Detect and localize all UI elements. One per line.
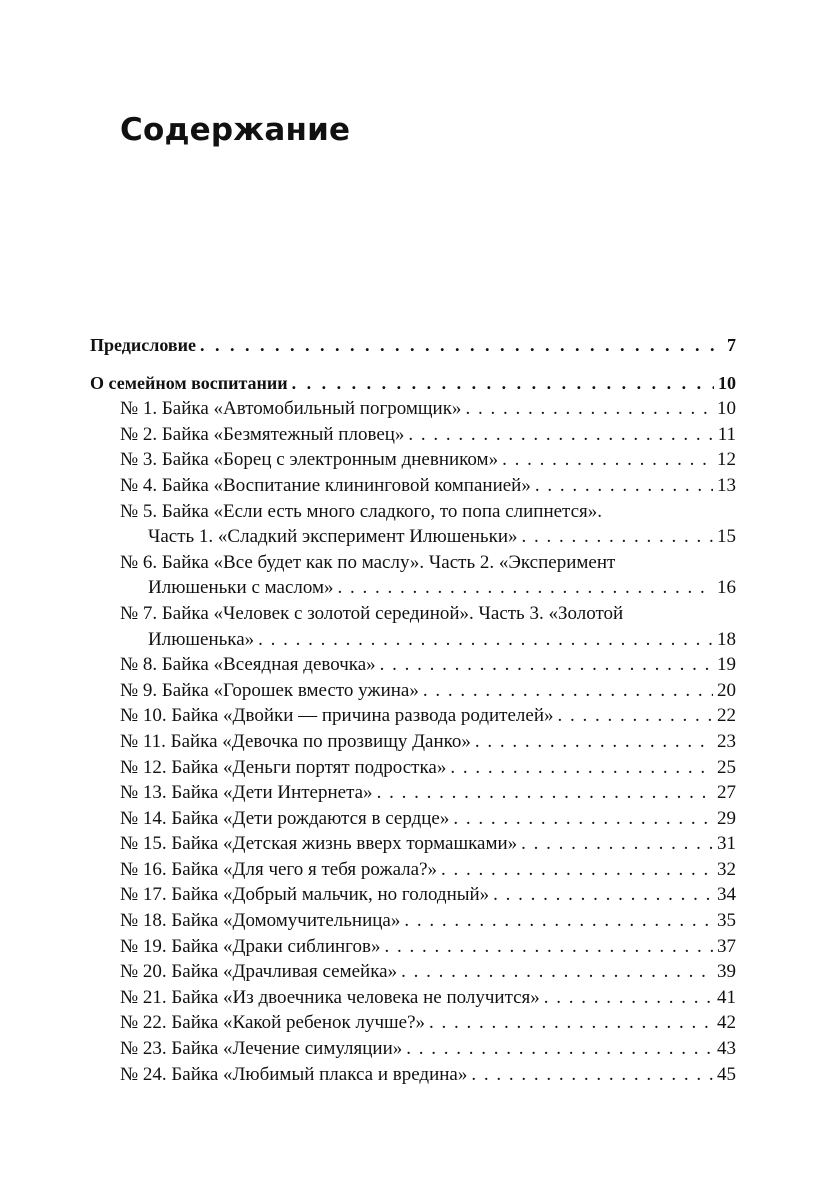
toc-page-number: 22 <box>717 705 736 727</box>
toc-entry[interactable] <box>120 473 736 499</box>
toc-entry-title-continued: Илюшеньки с маслом» <box>148 577 334 599</box>
toc-entry[interactable] <box>120 422 736 448</box>
toc-entry-title: № 24. Байка «Любимый плакса и вредина» <box>120 1063 468 1085</box>
dot-leader <box>380 652 713 678</box>
dot-leader <box>292 371 714 397</box>
toc-entry-title: № 11. Байка «Девочка по прозвищу Данко» <box>120 730 471 752</box>
toc-entry-title: № 1. Байка «Автомобильный погромщик» <box>120 398 462 420</box>
toc-page-number: 23 <box>717 730 736 752</box>
toc-entry[interactable] <box>120 703 736 729</box>
dot-leader <box>338 575 713 601</box>
toc-page-number: 31 <box>717 833 736 855</box>
toc-entry[interactable] <box>120 729 736 755</box>
toc-entry[interactable] <box>120 499 736 550</box>
toc-page-number: 32 <box>717 858 736 880</box>
toc-page-number: 34 <box>717 884 736 906</box>
dot-leader <box>475 729 713 755</box>
dot-leader <box>493 882 713 908</box>
toc-entry[interactable] <box>120 1036 736 1062</box>
dot-leader <box>502 447 713 473</box>
toc-entry[interactable] <box>120 934 736 960</box>
dot-leader <box>377 780 713 806</box>
toc-page-number: 13 <box>717 474 736 496</box>
toc-page-number: 7 <box>727 335 736 355</box>
toc-page-number: 16 <box>717 577 736 599</box>
toc-page-number: 42 <box>717 1012 736 1034</box>
dot-leader <box>404 908 713 934</box>
dot-leader <box>423 678 713 704</box>
toc-page-number: 39 <box>717 961 736 983</box>
toc-page-number: 20 <box>717 679 736 701</box>
toc-entry-title: № 18. Байка «Домомучительница» <box>120 910 401 932</box>
toc-entry[interactable] <box>120 396 736 422</box>
dot-leader <box>200 333 723 359</box>
toc-page-number: 41 <box>717 986 736 1008</box>
toc-entries-list <box>90 396 736 1087</box>
toc-page-number: 45 <box>717 1063 736 1085</box>
dot-leader <box>557 703 713 729</box>
dot-leader <box>441 857 713 883</box>
toc-entry[interactable] <box>120 908 736 934</box>
toc-entry-title-continued: Илюшенька» <box>148 628 255 650</box>
toc-entry[interactable] <box>120 780 736 806</box>
toc-entry-title: № 14. Байка «Дети рождаются в сердце» <box>120 807 450 829</box>
toc-page-number: 29 <box>717 807 736 829</box>
toc-entry[interactable] <box>120 755 736 781</box>
toc-entry[interactable] <box>120 959 736 985</box>
toc-page-number: 43 <box>717 1038 736 1060</box>
toc-entry-title: № 21. Байка «Из двоечника человека не получится» <box>120 986 540 1008</box>
toc-entry-title: № 23. Байка «Лечение симуляции» <box>120 1038 403 1060</box>
dot-leader <box>408 422 713 448</box>
toc-entry-title: № 2. Байка «Безмятежный пловец» <box>120 423 405 445</box>
toc-entry-title: № 8. Байка «Всеядная девочка» <box>120 654 376 676</box>
dot-leader <box>522 524 714 550</box>
dot-leader <box>258 627 713 653</box>
toc-page-number: 18 <box>717 628 736 650</box>
toc-entry-title: № 7. Байка «Человек с золотой серединой». Часть 3. «Золотой <box>120 602 624 624</box>
toc-entry-title-continued: Часть 1. «Сладкий эксперимент Илюшеньки» <box>148 526 518 548</box>
toc-entry-preface[interactable] <box>90 333 736 359</box>
toc-entry-title: № 4. Байка «Воспитание клининговой компанией» <box>120 474 531 496</box>
table-of-contents <box>90 333 736 1087</box>
dot-leader <box>401 959 713 985</box>
toc-entry-title: № 12. Байка «Деньги портят подростка» <box>120 756 447 778</box>
toc-entry[interactable] <box>120 601 736 652</box>
toc-entry-title: № 10. Байка «Двойки — причина развода родителей» <box>120 705 554 727</box>
toc-section-family-upbringing[interactable] <box>90 371 736 397</box>
dot-leader <box>406 1036 713 1062</box>
toc-entry-title: № 5. Байка «Если есть много сладкого, то попа слипнется». <box>120 500 603 522</box>
toc-page-number: 10 <box>717 398 736 420</box>
toc-entry[interactable] <box>120 678 736 704</box>
toc-entry[interactable] <box>120 1010 736 1036</box>
toc-entry-title: № 15. Байка «Детская жизнь вверх тормашками» <box>120 833 518 855</box>
dot-leader <box>429 1010 713 1036</box>
toc-page-number: 10 <box>718 372 736 393</box>
dot-leader <box>450 755 713 781</box>
toc-entry[interactable] <box>120 985 736 1011</box>
dot-leader <box>535 473 713 499</box>
toc-entry-title: № 22. Байка «Какой ребенок лучше?» <box>120 1012 426 1034</box>
toc-entry[interactable] <box>120 831 736 857</box>
dot-leader <box>465 396 713 422</box>
toc-entry-title: № 13. Байка «Дети Интернета» <box>120 782 373 804</box>
toc-page-number: 19 <box>717 654 736 676</box>
toc-entry-title: № 20. Байка «Драчливая семейка» <box>120 961 398 983</box>
toc-entry-title: № 17. Байка «Добрый мальчик, но голодный» <box>120 884 490 906</box>
toc-page-number: 11 <box>717 423 736 445</box>
dot-leader <box>544 985 713 1011</box>
toc-section-title: О семейном воспитании <box>90 372 288 393</box>
toc-entry-title: № 19. Байка «Драки сиблингов» <box>120 935 381 957</box>
toc-page-number: 25 <box>717 756 736 778</box>
toc-entry-title: № 6. Байка «Все будет как по маслу». Часть 2. «Эксперимент <box>120 551 616 573</box>
toc-page-number: 15 <box>717 526 736 548</box>
toc-page-number: 27 <box>717 782 736 804</box>
toc-entry-title: № 16. Байка «Для чего я тебя рожала?» <box>120 858 438 880</box>
toc-entry[interactable] <box>120 882 736 908</box>
toc-entry-title: № 3. Байка «Борец с электронным дневником» <box>120 449 499 471</box>
toc-entry-title: № 9. Байка «Горошек вместо ужина» <box>120 679 419 701</box>
toc-entry[interactable] <box>120 447 736 473</box>
toc-entry-title: Предисловие <box>90 335 196 355</box>
toc-entry[interactable] <box>120 857 736 883</box>
toc-page-number: 12 <box>717 449 736 471</box>
dot-leader <box>471 1062 713 1088</box>
toc-page-number: 35 <box>717 910 736 932</box>
toc-entry[interactable] <box>120 806 736 832</box>
dot-leader <box>453 806 713 832</box>
dot-leader <box>521 831 713 857</box>
toc-entry[interactable] <box>120 1062 736 1088</box>
toc-entry[interactable] <box>120 652 736 678</box>
page-title: Содержание <box>120 112 351 148</box>
toc-entry[interactable] <box>120 550 736 601</box>
dot-leader <box>384 934 713 960</box>
toc-page-number: 37 <box>717 935 736 957</box>
